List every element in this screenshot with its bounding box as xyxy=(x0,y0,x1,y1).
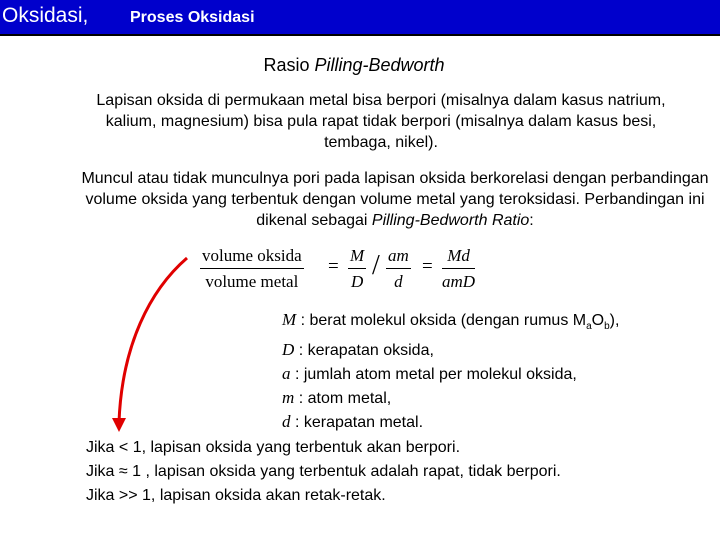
symbol-am: am xyxy=(386,246,411,269)
equals-sign-2: = xyxy=(422,256,433,277)
def-text: : kerapatan metal. xyxy=(290,414,424,432)
def-text: : berat molekul oksida (dengan rumus M xyxy=(296,312,587,329)
paragraph-ratio-suffix: : xyxy=(529,212,534,229)
subscript-b: b xyxy=(604,321,610,333)
symbol-Md: Md xyxy=(442,246,475,269)
symbol-d: d xyxy=(394,272,403,291)
subscript-a: a xyxy=(586,321,592,333)
equals-sign-1: = xyxy=(328,256,339,277)
def-symbol: d xyxy=(282,412,291,432)
symbol-M: M xyxy=(348,246,366,269)
symbol-D: D xyxy=(350,272,364,291)
heading-name: Pilling-Bedworth xyxy=(314,55,445,75)
symbol-amD: amD xyxy=(442,272,476,291)
page-title: Oksidasi, xyxy=(2,4,89,27)
def-symbol: m xyxy=(282,388,295,408)
def-symbol: M xyxy=(282,310,297,329)
ratio-rules xyxy=(86,436,561,508)
def-symbol: D xyxy=(282,340,295,360)
def-text: : jumlah atom metal per molekul oksida, xyxy=(290,366,577,384)
def-text-oxygen: O xyxy=(591,312,605,329)
page-subtitle: Proses Oksidasi xyxy=(130,9,255,26)
def-text: : atom metal, xyxy=(294,390,392,408)
paragraph-porous: Lapisan oksida di permukaan metal bisa berpori (misalnya dalam kasus natrium, kalium, magnesium) bisa pula rapat tidak berpori (misalnya dalam kasus besi, tembaga, nikel). xyxy=(96,92,666,151)
def-text-end: ), xyxy=(609,312,620,329)
def-text: : kerapatan oksida, xyxy=(294,342,434,360)
ratio-term: Pilling-Bedworth Ratio xyxy=(371,212,530,229)
volume-metal: volume metal xyxy=(205,272,299,291)
def-symbol: a xyxy=(282,364,291,384)
heading-prefix: Rasio xyxy=(263,55,315,75)
rule-less-than-one: Jika < 1, lapisan oksida yang terbentuk akan berpori. xyxy=(86,439,461,456)
volume-oxide: volume oksida xyxy=(200,246,304,269)
paragraph-ratio-text: Muncul atau tidak munculnya pori pada lapisan oksida berkorelasi dengan perbandingan volume oksida yang terbentuk dengan volume metal yang teroksidasi. Perbandingan ini dikenal sebagai xyxy=(81,170,709,229)
rule-much-greater: Jika >> 1, lapisan oksida akan retak-retak. xyxy=(86,487,386,504)
division-slash: / xyxy=(372,250,380,281)
rule-approx-one: Jika ≈ 1 , lapisan oksida yang terbentuk adalah rapat, tidak berpori. xyxy=(86,463,561,480)
